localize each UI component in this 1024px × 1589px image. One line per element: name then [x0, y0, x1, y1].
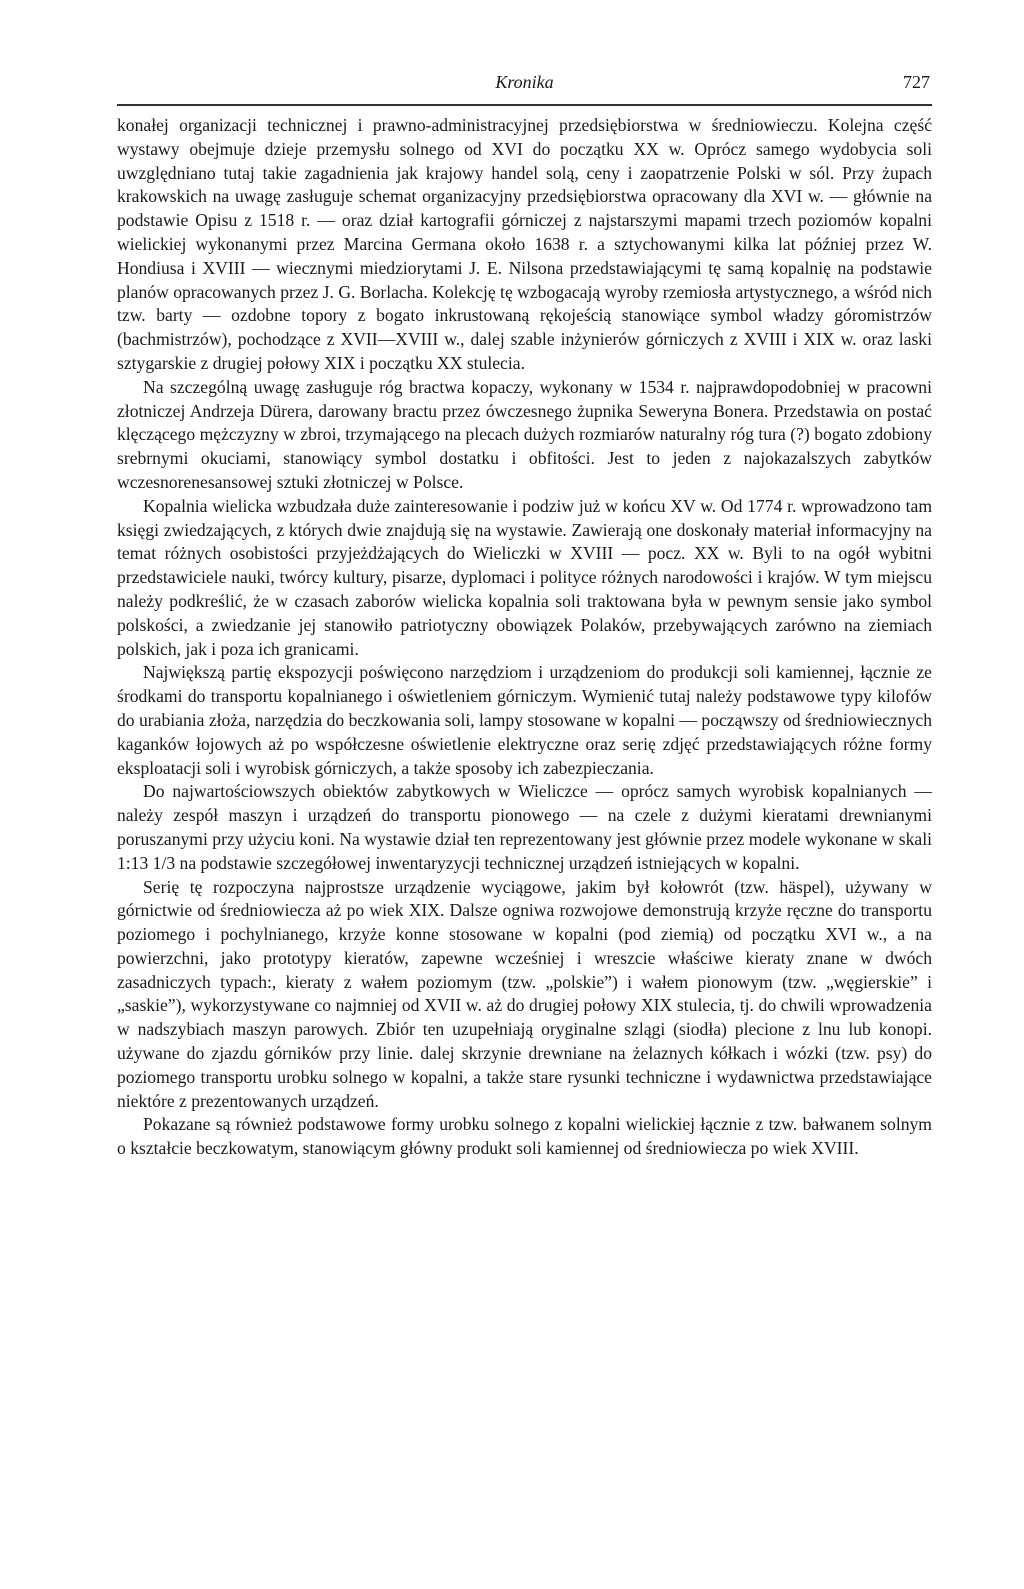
paragraph-3: Kopalnia wielicka wzbudzała duże zainteresowanie i podziw już w końcu XV w. Od 1774 r. wprowadzono tam księgi zwiedzających, z których dwie znajdują się na wystawie. Zawierają one doskonały materiał informacyjny na temat różnych osobistości przyjeżdżających do Wieliczki w XVIII — pocz. XX w. Byli to na ogół wybitni przedstawiciele nauki, twórcy kultury, pisarze, dyplomaci i polityce różnych narodowości i krajów. W tym miejscu należy podkreślić, że w czasach zaborów wielicka kopalnia soli traktowana była w pewnym sensie jako symbol polskości, a zwiedzanie jej stanowiło patriotyczny obowiązek Polaków, przebywających zarówno na ziemiach polskich, jak i poza ich granicami. — [117, 495, 932, 659]
running-title: Kronika — [495, 72, 554, 92]
paragraph-1: konałej organizacji technicznej i prawno-administracyjnej przedsiębiorstwa w średniowieczu. Kolejna część wystawy obejmuje dzieje przemysłu solnego od XVI do początku XX w. Oprócz samego wydobycia soli uwzględniano tutaj takie zagadnienia jak krajowy handel solą, ceny i zaopatrzenie Polski w sól. Przy żupach krakowskich na uwagę zasługuje schemat organizacyjny przedsiębiorstwa opracowany dla XVI w. — głównie na podstawie Opisu z 1518 r. — oraz dział kartografii górniczej z najstarszymi mapami trzech poziomów kopalni wielickiej wykonanymi przez Marcina Germana około 1638 r. a sztychowanymi kilka lat później przez W. Hondiusa i XVIII — wiecznymi miedziorytami J. E. Nilsona przedstawiającymi tę samą kopalnię na podstawie planów opracowanych przez J. G. Borlacha. Kolekcję tę wzbogacają wyroby rzemiosła artystycznego, a wśród nich tzw. barty — ozdobne topory z bogato inkrustowaną rękojeścią stanowiące symbol władzy góromistrzów (bachmistrzów), pochodzące z XVII—XVIII w., dalej szable inżynierów górniczych z XVIII i XIX w. oraz laski sztygarskie z drugiej połowy XIX i początku XX stulecia. — [117, 115, 932, 373]
paragraph-4: Największą partię ekspozycji poświęcono narzędziom i urządzeniom do produkcji soli kamiennej, łącznie ze środkami do transportu kopalnianego i oświetleniem górniczym. Wymienić tutaj należy podstawowe typy kilofów do urabiania złoża, narzędzia do beczkowania soli, lampy stosowane w kopalni — począwszy od średniowiecznych kaganków łojowych aż po współczesne oświetlenie elektryczne oraz serię zdjęć przedstawiających różne formy eksploatacji soli i wyrobisk górniczych, a także sposoby ich zabezpieczania. — [117, 662, 932, 778]
paragraph-5: Do najwartościowszych obiektów zabytkowych w Wieliczce — oprócz samych wyrobisk kopalnianych — należy zespół maszyn i urządzeń do transportu pionowego — na czele z dużymi kieratami drewnianymi poruszanymi przy użyciu koni. Na wystawie dział ten reprezentowany jest głównie przez modele wykonane w skali 1:13 1/3 na podstawie szczegółowej inwentaryzycji technicznej urządzeń istniejących w kopalni. — [117, 781, 932, 873]
article-body — [117, 114, 932, 1161]
paragraph-2: Na szczególną uwagę zasługuje róg bractwa kopaczy, wykonany w 1534 r. najprawdopodobniej w pracowni złotniczej Andrzeja Dürera, darowany bractu przez ówczesnego żupnika Seweryna Bonera. Przedstawia on postać klęczącego mężczyzny w zbroi, trzymającego na plecach dużych rozmiarów naturalny róg tura (?) bogato zdobiony srebrnymi okuciami, stanowiący symbol dostatku i obfitości. Jest to jeden z najokazalszych zabytków wczesnorenesansowej sztuki złotniczej w Polsce. — [117, 376, 932, 492]
paragraph-7: Pokazane są również podstawowe formy urobku solnego z kopalni wielickiej łącznie z tzw. bałwanem solnym o kształcie beczkowatym, stanowiącym główny produkt soli kamiennej od średniowiecza po wiek XVIII. — [117, 1114, 932, 1159]
paragraph-6: Serię tę rozpoczyna najprostsze urządzenie wyciągowe, jakim był kołowrót (tzw. häspel), używany w górnictwie od średniowiecza aż po wiek XIX. Dalsze ogniwa rozwojowe demonstrują krzyże ręczne do transportu poziomego i pochylnianego, krzyże konne stosowane w kopalni (pod ziemią) od początku XVI w., a na powierzchni, jako prototypy kieratów, zapewne wcześniej i wreszcie właściwe kieraty znane w dwóch zasadniczych typach:, kieraty z wałem poziomym (tzw. „polskie”) i wałem pionowym (tzw. „węgierskie” i „saskie”), wykorzystywane co najmniej od XVII w. aż do drugiej połowy XIX stulecia, tj. do chwili wprowadzenia w nadszybiach maszyn parowych. Zbiór ten uzupełniają oryginalne szlągi (siodła) plecione z lnu lub konopi. używane do zjazdu górników przy linie. dalej skrzynie drewniane na żelaznych kółkach i wózki (tzw. psy) do poziomego transportu urobku solnego w kopalni, a także stare rysunki techniczne i wydawnictwa przedstawiające niektóre z prezentowanych urządzeń. — [117, 876, 932, 1111]
page-header — [117, 70, 932, 106]
page-number: 727 — [903, 72, 930, 92]
